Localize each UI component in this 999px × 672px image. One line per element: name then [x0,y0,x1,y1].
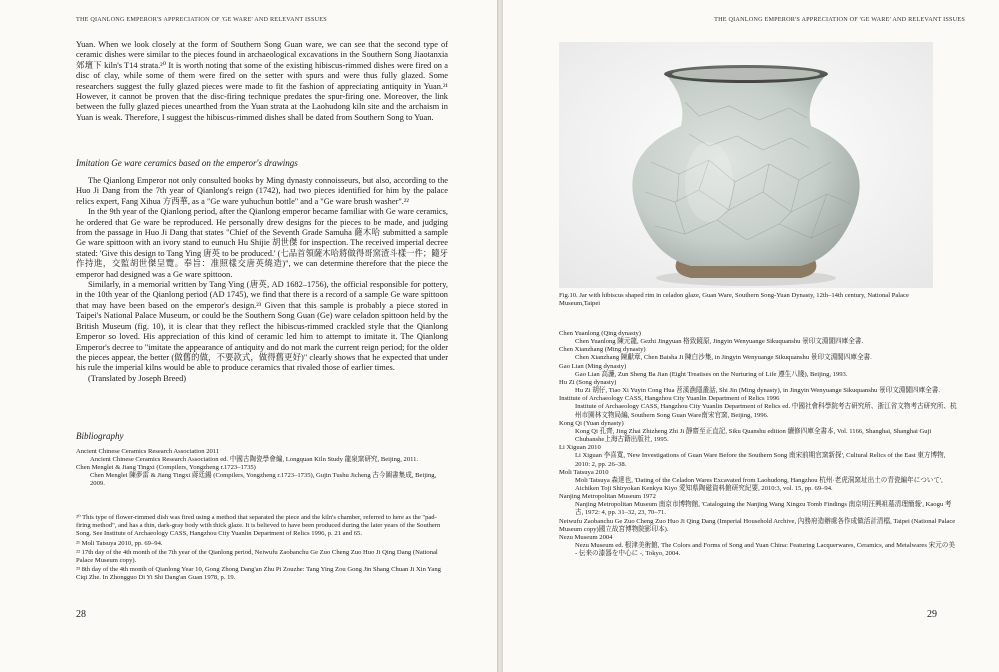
footnote: ²² 17th day of the 4th month of the 7th year of the Qianlong period, Neiwufu Zaobanchu Ge Zuo Cheng Zuo Huo Ji Qing Dang (National Palace Museum copy). [76,548,438,565]
footnotes [76,514,448,584]
bibliography-list [76,448,448,488]
body-text-top [76,40,448,123]
reference-entry: Chen Yuanlong 陳元龍, Gezhi Jingyuan 格致鏡原, Jingyin Wenyuange Sikuquanshu 景印文淵閣四庫全書. [575,338,864,346]
reference-entry: Institute of Archaeology CASS, Hangzhou City Yuanlin Department of Relics ed. 中國社會科學院考古研究所、浙江省文物考古研究所、杭州市園林文物局編, Southern Song Guan Ware南宋官窯, Beijing, 1996. [575,403,957,419]
footnote: ²¹ Moli Tatsuya 2010, pp. 69–94. [76,539,163,547]
reference-heading: Nezu Museum 2004 [559,533,613,541]
reference-heading: Chen Menglei & Jiang Tingxi (Compilers, Yongzheng r.1723–1735) [76,464,256,472]
reference-entry: Kong Qi 孔齊, Jing Zhai Zhizheng Zhi Ji 靜齋至正直記, Siku Quanshu edition 續修四庫全書本, Vol. 1166, Shanghai, Shanghai Guji Chubanshe上海古籍出版社, 1995. [575,427,932,444]
reference-heading: Li Xiguan 2010 [559,444,601,452]
reference-entry: Nezu Museum ed. 根津美術館, The Colors and Forms of Song and Yuan China: Featuring Lacquerwares, Ceramics, and Metalwares 宋元の美 - 伝来の漆器を中心に -, Tokyo, 2004. [575,542,955,558]
reference-list [559,330,957,558]
jar-photograph [559,42,933,288]
bibliography-heading: Bibliography [76,431,124,441]
reference-heading: Hu Zi (Song dynasty) [559,378,617,386]
reference-entry: Chen Xianzhang 陳獻章, Chen Baisha Ji 陳白沙集, in Jingyin Wenyuange Sikuquanshu 景印文淵閣四庫全書. [575,354,872,362]
body-text-main [76,176,448,384]
celadon-jar-image [559,42,933,288]
section-subheading: Imitation Ge ware ceramics based on the emperor's drawings [76,158,298,168]
reference-heading: Institute of Archaeology CASS, Hangzhou City Yuanlin Department of Relics 1996 [559,395,780,403]
reference-entry: Hu Zi 胡仔, Tiao Xi Yuyin Cong Hua 苕溪漁隱叢話, Shi Jin (Ming dynasty), in Jingyin Wenyuange Sikuquanshu 景印文淵閣四庫全書. [575,387,940,395]
reference-entry: Ancient Chinese Ceramics Research Association ed. 中國古陶瓷學會編, Longquan Kiln Study 龍泉窯研究, Beijing, 2011. [90,456,419,464]
paragraph: Similarly, in a memorial written by Tang Ying (唐英, AD 1682–1756), the official responsible for pottery, in the 10th year of the Qianlong period (AD 1745), we find that there is a record of a sample Ge ware spittoon that may have been based on the emperor's design.²³ Given that this sample is probably a piece stored in Taipei's National Palace Museum, or could be the Southern Song Guan (Ge) ware celadon spittoon held by the British Museum (fig. 10), it is clear that they reflect the hibiscus-rimmed crackled style that the Qianlong Emperor so loved. His appreciation of this kind of ceramic led him to attempt to imitate it. The Qianlong Emperor's decree to "imitate the appearance of antiquity and do not mark the current reign period; for the older the pieces appear, the better (做舊的做，不要款式，做得舊更好)" clearly shows that he expected that under his rule the imperial kilns would be able to produce ceramics that rivaled those of earlier times. [76,280,448,373]
reference-heading: Nanjing Metropolitan Museum 1972 [559,493,656,501]
figure-caption: Fig.10. Jar with hibiscus shaped rim in celadon glaze, Guan Ware, Southern Song-Yuan Dynasty, 12th–14th century, National Palace Museum,Taipei [559,292,909,308]
translator-credit: (Translated by Joseph Breed) [88,373,187,383]
paragraph: In the 9th year of the Qianlong period, after the Qianlong emperor became familiar with Ge ware ceramics, he ordered that Ge ware be reproduced. He personally drew designs for the pieces to be made, and judging from the passage in Huo Ji Dang that states "Chief of the Seventh Grade Samuha 薩木哈 submitted a sample Ge ware spittoon with an ivory stand to eunuch Hu Shijie 胡世傑 for inspection. The received imperial decree stated: 'Give this design to Tang Ying 唐英 to be produced.' (七品首領薩木哈將做得哥窯渣斗樣一件；隨牙作持進，交監胡世傑呈覽。奉旨：准照樣交唐英燒造)", we can determine therefore that the piece the emperor had designed was a Ge ware spittoon. [76,207,448,279]
reference-entry: Moli Tatsuya 森達也, 'Dating of the Celadon Wares Excavated from Laohudong, Hangzhou 杭州·老虎洞窯址出土の青瓷編年について', Aichiken Toji Shiryokan Kenkyu Kiyo 愛知県陶磁資料館研究紀要, 2010:3, vol. 15, pp. 69–94. [575,476,943,492]
reference-heading: Gao Lian (Ming dynasty) [559,362,627,370]
reference-heading: Chen Xianzhang (Ming dynasty) [559,346,646,354]
running-head: THE QIANLONG EMPEROR'S APPRECIATION OF 'GE WARE' AND RELEVANT ISSUES [76,16,327,23]
reference-entry: Chen Menglei 陳夢雷 & Jiang Tingxi 蔣廷錫 (Compilers, Yongzheng r.1723–1735), Gujin Tushu Jicheng 古今圖書集成, Beijing, 2009. [90,472,437,488]
paragraph: The Qianlong Emperor not only consulted books by Ming dynasty connoisseurs, but also, according to the Huo Ji Dang from the 7th year of Qianlong's reign (1742), had two pieces identified for him by the palace relics expert, Fang Xihua 方西華, as a "Ge ware yuhuchun bottle" and a "Ge ware brush washer".²² [76,176,448,206]
left-page [0,0,497,672]
page-number: 29 [927,609,937,620]
footnote: ²⁰ This type of flower-rimmed dish was fired using a method that separated the piece and the kiln's chamber, referred to here as the "pad-firing method", and has a thin, dark-gray body with thick glaze. It is believed to have been produced during the later years of the Southern Song. See Institute of Archaeology CASS, Hangzhou City Yuanlin Department of Relics 1996, p. 21 and 65. [76,514,441,538]
reference-entry: Li Xiguan 李喜寬, 'New Investigations of Guan Ware Before the Southern Song 南宋前期官窯新探', Cultural Relics of the East 東方博物, 2010: 2, pp. 26–38. [575,452,946,468]
right-page [503,0,999,672]
footnote: ²³ 8th day of the 4th month of Qianlong Year 10, Gong Zhong Dang'an Zhu Pi Zouzhe: Tang Ying Zou Gong Jin Shang Chuan Ji Xin Yang Ciqi Zhe. In Zhongguo Di Yi Shi Dang'an Guan 1978, p. 19. [76,566,441,582]
reference-heading: Neiwufu Zaobanchu Ge Zuo Cheng Zuo Huo Ji Qing Dang (Imperial Household Archive, 內務府造辦處各作成做活計清檔, Taipei (National Palace Museum copy)國立故宮博物院影印本). [559,517,956,533]
reference-heading: Kong Qi (Yuan dynasty) [559,419,624,427]
reference-heading: Ancient Chinese Ceramics Research Association 2011 [76,448,220,455]
running-head: THE QIANLONG EMPEROR'S APPRECIATION OF 'GE WARE' AND RELEVANT ISSUES [714,16,965,23]
reference-entry: Nanjing Metropolitan Museum 南京市博物館, 'Cataloguing the Nanjing Wang Xingzu Tomb Findings 南京明汪興祖墓清理簡報', Kaogu 考古, 1972: 4, pp. 31–32, 23, 70–71. [575,501,952,517]
reference-entry: Gao Lian 高濂, Zun Sheng Ba Jian (Eight Treatises on the Nurturing of Life 遵生八牋), Beijing, 1993. [575,370,848,378]
paragraph: Yuan. When we look closely at the form of Southern Song Guan ware, we can see that the second type of ceramic dishes were similar to the pieces found in archaeological excavations in the Southern Song Jiaotanxia 郊壇下 kiln's T14 strata.²⁰ It is worth noting that some of the existing hibiscus-rimmed dishes were fired on a disc of clay, while some of them were fired on the setter with spurs and were thus fully glazed. Some researchers suggest the fully glazed pieces were made to fit the fashion of appreciating antiquity in Yuan.²¹ However, it cannot be proven that the disc-firing technique predates the spur-firing one. Moreover, the link between the fully glazed pieces unearthed from the Yuan strata at the Laohudong kiln site and the archaism in Yuan is weak. Therefore, I suggest the hibiscus-rimmed dishes shall be dated from Southern Song to Yuan. [76,40,448,122]
reference-heading: Chen Yuanlong (Qing dynasty) [559,330,641,337]
reference-heading: Moli Tatsuya 2010 [559,468,609,476]
page-number: 28 [76,609,86,620]
